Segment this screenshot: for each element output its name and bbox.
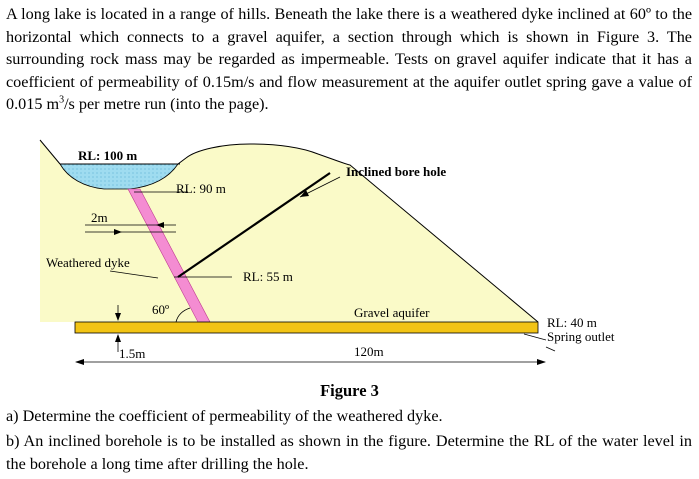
question-a-text: a) Determine the coefficient of permeability of the weathered dyke.	[6, 407, 443, 425]
length-arrow-left	[75, 359, 84, 365]
figure-caption: Figure 3	[320, 381, 379, 400]
spring-outlet-tick	[546, 347, 555, 351]
label-thickness: 1.5m	[119, 346, 146, 361]
spring-outlet-leader	[524, 334, 546, 340]
label-rl-55: RL: 55 m	[243, 269, 293, 284]
question-b-text: b) An inclined borehole is to be installed as shown in the figure. Determine the RL of the water level in the borehole a long time after drilling the hole.	[6, 432, 692, 473]
label-spring-outlet: Spring outlet	[547, 329, 615, 344]
label-rl-90: RL: 90 m	[176, 181, 226, 196]
label-weathered-dyke: Weathered dyke	[46, 255, 130, 270]
label-depth-2m: 2m	[91, 210, 108, 225]
label-rl-lake: RL: 100 m	[78, 148, 138, 163]
length-arrow-right	[537, 359, 546, 365]
label-inclined-bore-hole: Inclined bore hole	[346, 164, 447, 179]
cubed-superscript: 3	[59, 94, 65, 106]
label-rl-40: RL: 40 m	[547, 315, 597, 330]
problem-intro-text: A long lake is located in a range of hills. Beneath the lake there is a weathered dyke inclined at 60º to the horizontal which connects to a gravel aquifer, a section through which is shown in Figure 3. The surrounding rock mass may be regarded as impermeable. Tests on gravel aquifer indicate that it has a coefficient of permeability of 0.15m/s and flow measurement at the aquifer outlet spring gave a value of 0.015 m	[6, 5, 692, 113]
problem-intro-text-end: /s per metre run (into the page).	[64, 95, 269, 113]
question-a	[6, 405, 692, 428]
label-angle: 60º	[152, 302, 170, 317]
question-b	[6, 430, 692, 475]
thickness-arrow-bottom-head	[115, 334, 121, 342]
label-length-120m: 120m	[354, 344, 384, 359]
label-gravel-aquifer: Gravel aquifer	[354, 305, 430, 320]
gravel-aquifer	[75, 322, 538, 333]
